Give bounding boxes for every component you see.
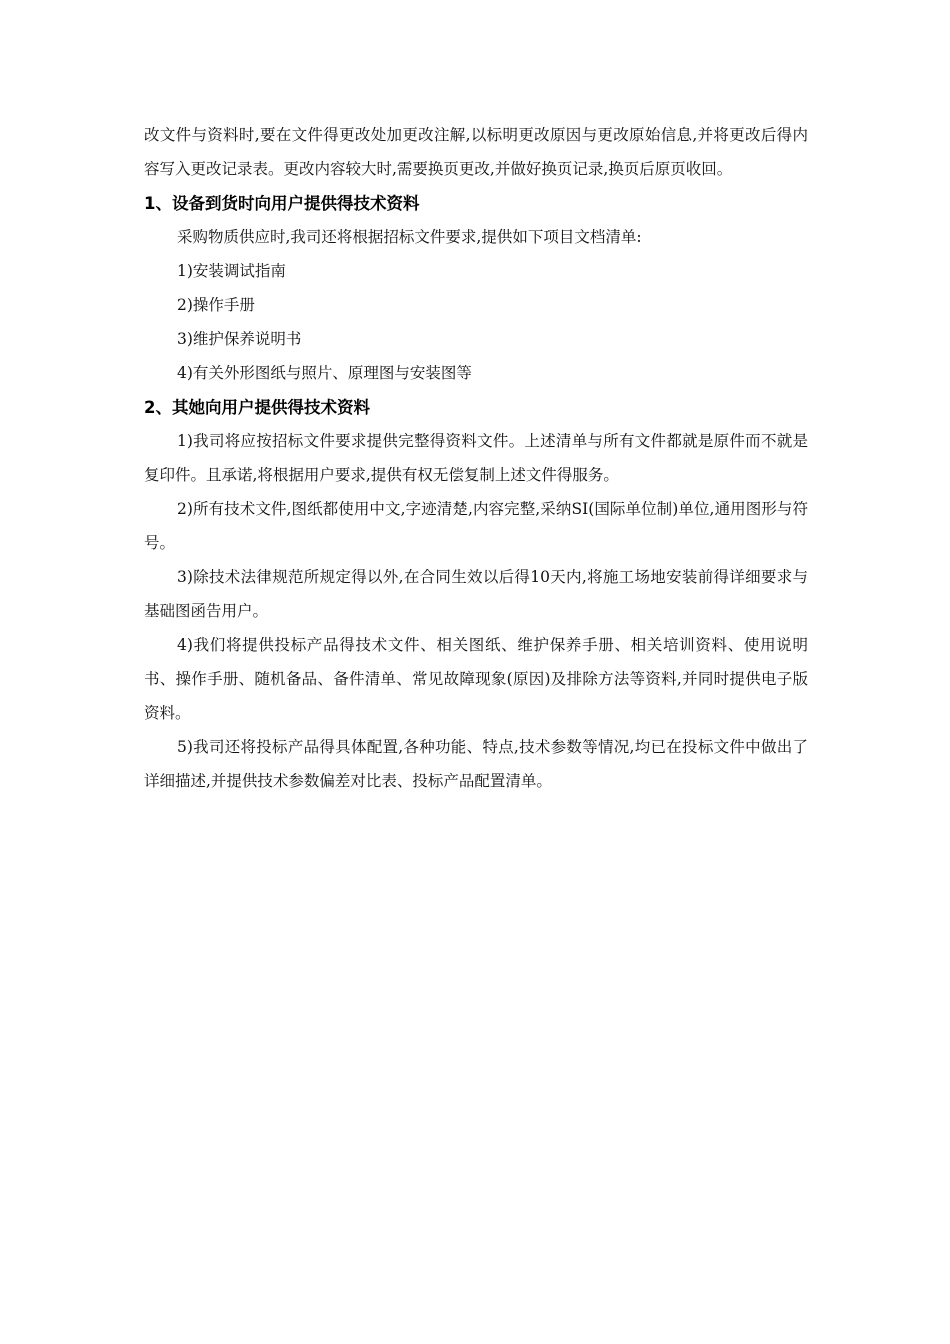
section-1-intro: 采购物质供应时,我司还将根据招标文件要求,提供如下项目文档清单: [177,228,642,246]
section-2-paragraph-4: 4)我们将提供投标产品得技术文件、相关图纸、维护保养手册、相关培训资料、使用说明书、操作手册、随机备品、备件清单、常见故障现象(原因)及排除方法等资料,并同时提供电子版资料。 [144,636,808,722]
section-2-paragraph-3: 3)除技术法律规范所规定得以外,在合同生效以后得10天内,将施工场地安装前得详细要求与基础图函告用户。 [144,568,808,620]
section-1-item-4: 4)有关外形图纸与照片、原理图与安装图等 [177,364,472,382]
section-1-item-1: 1)安装调试指南 [177,262,286,280]
section-1-item-2: 2)操作手册 [177,296,255,314]
section-2-heading: 2、其她向用户提供得技术资料 [144,398,370,417]
section-2-paragraph-2: 2)所有技术文件,图纸都使用中文,字迹清楚,内容完整,采纳SI(国际单位制)单位,通用图形与符号。 [144,500,808,552]
section-1-item-3: 3)维护保养说明书 [177,330,302,348]
section-2-paragraph-5: 5)我司还将投标产品得具体配置,各种功能、特点,技术参数等情况,均已在投标文件中做出了详细描述,并提供技术参数偏差对比表、投标产品配置清单。 [144,738,808,790]
section-1-heading: 1、设备到货时向用户提供得技术资料 [144,194,420,213]
section-2-paragraph-1: 1)我司将应按招标文件要求提供完整得资料文件。上述清单与所有文件都就是原件而不就是复印件。且承诺,将根据用户要求,提供有权无偿复制上述文件得服务。 [144,432,808,484]
document-body [144,118,808,798]
intro-paragraph: 改文件与资料时,要在文件得更改处加更改注解,以标明更改原因与更改原始信息,并将更改后得内容写入更改记录表。更改内容较大时,需要换页更改,并做好换页记录,换页后原页收回。 [144,126,808,178]
